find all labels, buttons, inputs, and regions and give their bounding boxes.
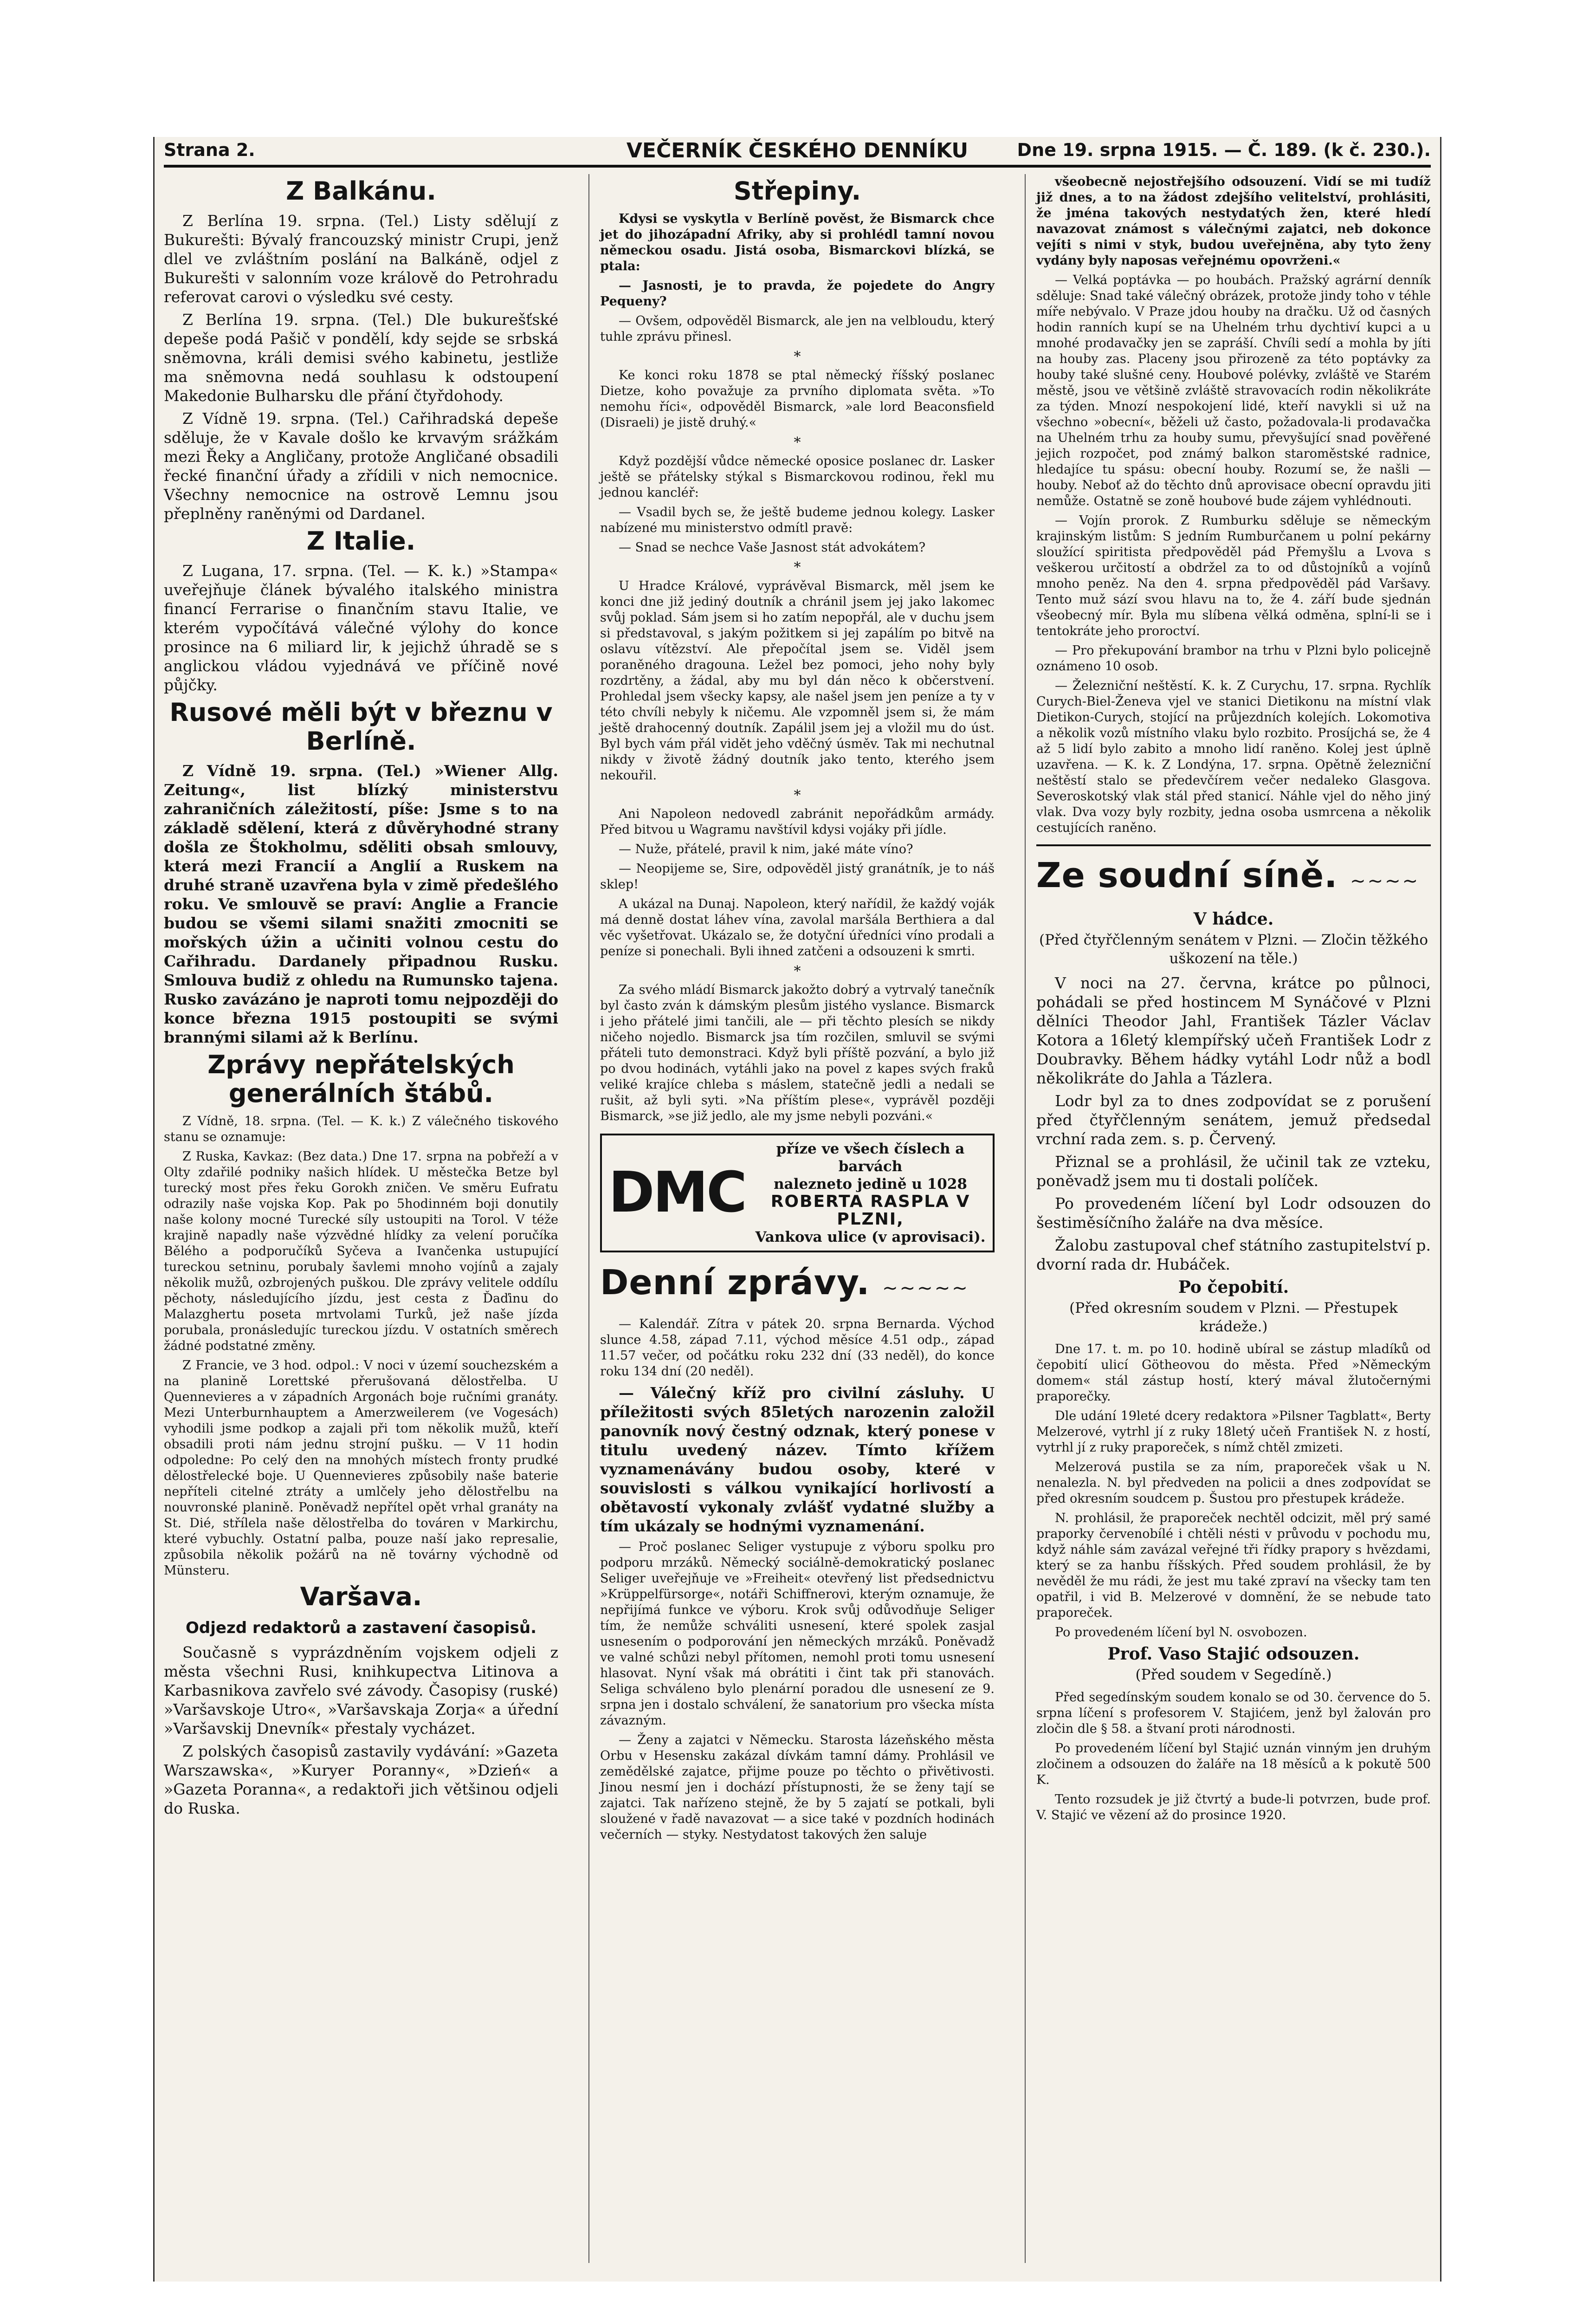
article-paragraph: — Neopijeme se, Sire, odpověděl jistý granátník, je to náš sklep! bbox=[600, 862, 995, 892]
article-paragraph: Po provedeném líčení byl N. osvobozen. bbox=[1055, 1625, 1307, 1640]
newspaper-page bbox=[153, 137, 1441, 2282]
article-paragraph: V noci na 27. června, krátce po půlnoci, pohádali se před hostincem M Synáčové v Plzni dělníci Theodor Jahl, František Tázler Václav Kotora a 16letý klempířský učeň František Lodr z Doubravky. Během hádky vytáhl Lodr nůž a bodl několikráte do Jahla a Tázlera. bbox=[1036, 974, 1431, 1087]
article-paragraph: — Ovšem, odpověděl Bismarck, ale jen na velbloudu, který tuhle zprávu přinesl. bbox=[600, 314, 995, 344]
column-divider bbox=[588, 174, 589, 2263]
article-title: Střepiny. bbox=[733, 176, 861, 206]
article-paragraph: Po provedeném líčení byl Lodr odsouzen do šestiměsíčního žaláře na dva měsíce. bbox=[1036, 1194, 1431, 1232]
article-paragraph: Melzerová pustila se za ním, praporeček však u N. nenalezla. N. byl předveden na policii a dnes zodpovídat se před okresním soudcem p. Šustou pro přestupek krádeže. bbox=[1036, 1460, 1431, 1506]
separator: * bbox=[794, 963, 801, 979]
article-paragraph: Z Vídně 19. srpna. (Tel.) Cařihradská depeše sděluje, že v Kavale došlo ke krvavým srážkám mezi Řeky a Angličany, protože Angličané obsadili řecké finanční úřady a zřídili v nich nemocnice. Všechny nemocnice na ostrově Lemnu jsou přeplněny raněnými od Dardanel. bbox=[164, 409, 558, 523]
ad-line: příze ve všech číslech a barvách bbox=[776, 1141, 965, 1175]
issue-date: Dne 19. srpna 1915. — Č. 189. (k č. 230.). bbox=[1017, 140, 1431, 160]
separator: * bbox=[794, 787, 801, 804]
article-title: Z Balkánu. bbox=[286, 176, 436, 206]
article-title: Po čepobití. bbox=[1178, 1277, 1289, 1297]
section-header bbox=[600, 1262, 995, 1309]
article-paragraph: — Velká poptávka — po houbách. Pražský agrární denník sděluje: Snad také válečný obrázek, protože jindy toho v téhle míře nebývalo. V Praze jdou houby na dračku. Už od časných hodin ranních kupí se na Uhelném trhu dychtiví kupci a u mnohé prodavačky jen se zapráší. Chvíli sedí a mohla by jíti na houby zas. Placeny jsou přirozeně za této poptávky za houby také slušné ceny. Houbové polévky, zvláště ve Starém městě, jsou ve většině zvláště stravovacích rodin několikráte za týden. Mnozí nespokojení lidé, kteří navykli si už na všechno »obecní«, běželi už často, požadovala-li prodavačka na Uhelném trhu za houby sumu, převyšující snad pověřené jejich rozpočet, pod známý balkon staroměstské radnice, hledajíce tu spásu: obecní houby. Rozumí se, že našli — houby. Neboť až do těchto dnů aprovisace obecní opravdu jiti nemůže. Ostatně se zoně houbové bude zájem vyhlédnouti. bbox=[1036, 273, 1431, 508]
article-subtitle: (Před čtyřčlenným senátem v Plzni. — Zločin těžkého uškození na těle.) bbox=[1039, 932, 1428, 967]
newspaper-title: VEČERNÍK ČESKÉHO DENNÍKU bbox=[626, 139, 969, 162]
article-paragraph: Dne 17. t. m. po 10. hodině ubíral se zástup mladíků od čepobití ulicí Götheovou do města. Před »Německým domem« stál zástup hostí, který mával žlutočernými praporečky. bbox=[1036, 1342, 1431, 1404]
article-paragraph: Z polských časopisů zastavily vydávání: »Gazeta Warszawska«, »Kuryer Poranny«, »Dzień« a »Gazeta Poranna«, a redaktoři jich většinou odjeli do Ruska. bbox=[164, 1742, 558, 1817]
article-paragraph: Z Lugana, 17. srpna. (Tel. — K. k.) »Stampa« uveřejňuje článek bývalého italského ministra financí Ferrarise o finančním stavu Italie, ve kterém vypočítává válečné výlohy do konce prosince na 6 miliard lir, k jejichž úhradě se s anglickou vládou vyjednává ve příčině nové půjčky. bbox=[164, 562, 558, 694]
column-middle bbox=[600, 174, 995, 1847]
article-paragraph: — Ženy a zajatci v Německu. Starosta lázeňského města Orbu v Hesensku zakázal dívkám tamní dámy. Prohlásil ve zemědělské zajatce, přijme pouze po těchto o přivětivosti. Jinou nesmí jen i dochází přístupnosti, že se ženy tají se zajatci. Tak nařízeno stejně, že by 5 zajatí se potkali, byli sloužené v řadě navazovat — a sice také v pozdních hodinách večerních — styky. Nestydatost takových žen saluje bbox=[600, 1733, 995, 1842]
article-title: Zprávy nepřátelských generálních štábů. bbox=[207, 1050, 515, 1108]
article-subtitle: (Před soudem v Segedíně.) bbox=[1135, 1666, 1332, 1683]
article-paragraph: — Válečný kříž pro civilní zásluhy. U příležitosti svých 85letých narozenin založil panovník nový čestný odznak, který ponese v titulu uvedený název. Tímto křížem vyznamenávány budou osoby, které v souvislosti s válkou vynikající horlivostí a obětavostí vykonaly zvlášť vydatné služby a tím ukázaly se hodnými vyznamenání. bbox=[600, 1384, 995, 1535]
ad-brand: ROBERTA RASPLA V PLZNI, bbox=[770, 1192, 970, 1229]
decoration: ~~~~ bbox=[1350, 870, 1420, 892]
article-title: V hádce. bbox=[1193, 909, 1274, 929]
decoration: ~~~~~ bbox=[882, 1277, 969, 1299]
column-left bbox=[164, 174, 558, 1822]
article-paragraph: Z Vídně 19. srpna. (Tel.) »Wiener Allg. Zeitung«, list blízký ministerstvu zahraničních záležitostí, píše: Jsme s to na základě sdělení, která z důvěryhodné strany došla ze Štokholmu, sděliti obsah smlouvy, která mezi Francií a Anglií a Ruskem na druhé straně uzavřena byla v zimě předešlého roku. Ve smlouvě se praví: Anglie a Francie budou se všemi silami snažiti zmocniti se mořských úžin a učiniti volnou cestu do Cařihradu. Dardanely připadnou Rusku. Smlouva budiž z ohledu na Rumunsko tajena. Rusko zavázáno je naproti tomu nejpozději do konce března 1915 postoupiti se svými brannými silami až k Berlínu. bbox=[164, 762, 558, 1046]
page-number: Strana 2. bbox=[164, 140, 255, 160]
article-paragraph: — Vojín prorok. Z Rumburku sděluje se německým krajinským listům: S jedním Rumburčanem u polní pekárny sloužící spiritista předpověděl pád Přemyšlu a Lvova s veškerou určitostí a obdržel za to od důstojníků a vojínů mnoho peněz. Na den 4. srpna předpověděl pád Varšavy. Tento muž sází svou hlavu na to, že 4. září bude sjednán všeobecný mír. Byla mu slíbena vělká odměna, splní-li se i tentokráte jeho proroctví. bbox=[1036, 513, 1431, 638]
ad-line: Vankova ulice (v aprovisaci). bbox=[755, 1229, 986, 1245]
article-paragraph: Současně s vyprázdněním vojskem odjeli z města všechni Rusi, knihkupectva Litinova a Karbasnikova zavřelo své závody. Časopisy (ruské) »Varšavskoje Utro«, »Varšavskaja Zorja« a úřední »Varšavskij Dnevník« přestaly vycházet. bbox=[164, 1643, 558, 1738]
section-title: Denní zprávy. bbox=[600, 1263, 870, 1303]
section-header bbox=[1036, 855, 1431, 902]
article-subtitle: Odjezd redaktorů a zastavení časopisů. bbox=[186, 1619, 536, 1637]
article-paragraph: U Hradce Králové, vyprávěval Bismarck, měl jsem ke konci dne již jediný doutník a chránil jsem jej jako lakomec svůj poklad. Sám jsem si ho zatím nepopřál, ale v duchu jsem si představoval, s jakým požitkem si jej zapálím po bitvě na oslavu vítězství. Ale přepočítal jsem se. Viděl jsem poraněného dragouna. Ležel bez pomoci, jeho nohy byly rozdrtěny, a žádal, aby mu byl dán něco k občerstvení. Prohledal jsem všecky kapsy, ale našel jsem jen peníze a ty v této chvíli nebyly k ničemu. Ale vzpomněl jsem si, že mám ještě drahocenný doutník. Zapálil jsem jej a vložil mu do úst. Byl bych vám přál vidět jeho vděčný úsměv. Tak mi nechutnal nikdy v životě žádný doutník jako tento, kterého jsem nekouřil. bbox=[600, 579, 995, 783]
article-paragraph: Po provedeném líčení byl Stajić uznán vinným jen druhým zločinem a odsouzen do žaláře na 18 měsíců a k pokutě 500 K. bbox=[1036, 1741, 1431, 1787]
article-paragraph: — Vsadil bych se, že ještě budeme jednou kolegy. Lasker nabízené mu ministerstvo odmítl pravě: bbox=[600, 505, 995, 535]
ad-line: nalezneto jedině u 1028 bbox=[774, 1176, 967, 1193]
ad-logo: DMC bbox=[608, 1160, 746, 1225]
article-paragraph: Kdysi se vyskytla v Berlíně pověst, že Bismarck chce jet do jihozápadní Afriky, aby si prohlédl tamní novou německou osadu. Jistá osoba, Bismarckovi blízká, se ptala: bbox=[600, 212, 995, 273]
column-right bbox=[1036, 174, 1431, 1827]
article-paragraph: Přiznal se a prohlásil, že učinil tak ze vzteku, poněvadž jsem mu ti dostali políček. bbox=[1036, 1153, 1431, 1190]
masthead bbox=[164, 137, 1431, 168]
ad-text bbox=[755, 1140, 986, 1246]
article-paragraph: Žalobu zastupoval chef státního zastupitelství p. dvorní rada dr. Hubáček. bbox=[1036, 1236, 1431, 1273]
article-paragraph: N. prohlásil, že praporeček nechtěl odcizit, měl prý samé praporky červenobílé i chtěli nésti v průvodu v pochodu mu, když náhle sám zavázal veřejné tři řídky prapory s hvězdami, který se za hanbu říšských. Před soudem prohlásil, že by nevěděl že mu rádi, že jest mu také zpraví na všecky tam ten opatřil, i vid B. Melzerové v domnění, že se nebude tato praporeček. bbox=[1036, 1511, 1431, 1620]
article-title: Z Italie. bbox=[306, 526, 416, 556]
article-paragraph: Z Francie, ve 3 hod. odpol.: V noci v území souchezském a na planině Lorettské přerušovaná dělostřelba. U Quennevieres a v západních Argonách boje ručními granáty. Mezi Unterburnhauptem a Amerzweilerem (ve Vogesách) vyhodili jsme podkop a zajali při tom několik mužů, kteří obsadili proti nám jednu strojní pušku. — V 11 hodin odpoledne: Po celý den na mnohých místech fronty prudké dělostřelecké boje. U Quennevieres způsobily naše baterie nepříteli citelné ztráty a umlčely jeho dělostřelbu na nouvronské planině. Poněvadž nepřítel opět vrhal granáty na St. Dié, střílela naše dělostřelba do továren v Markirchu, které vybuchly. Ostatní palba, pouze naší jako represalie, způsobila několik požárů na ně továrny východně od Münsteru. bbox=[164, 1358, 558, 1578]
article-paragraph: Lodr byl za to dnes zodpovídat se z porušení před čtyřčlenným senátem, jemuž předsedal vrchní rada zem. s. p. Červený. bbox=[1036, 1092, 1431, 1148]
article-paragraph: Před segedínským soudem konalo se od 30. července do 5. srpna líčení s profesorem V. Stajićem, jenž byl žalován pro zločin dle § 58. a štvaní proti národnosti. bbox=[1036, 1690, 1431, 1736]
article-paragraph: — Jasnosti, je to pravda, že pojedete do Angry Pequeny? bbox=[600, 279, 995, 309]
article-subtitle: (Před okresním soudem v Plzni. — Přestupek krádeže.) bbox=[1069, 1300, 1398, 1335]
column-divider bbox=[1025, 174, 1026, 2263]
article-paragraph: — Kalendář. Zítra v pátek 20. srpna Bernarda. Východ slunce 4.58, západ 7.11, východ měsíce 4.51 odp., západ 11.57 večer, od počátku roku 232 dní (33 neděl), do konce roku 134 dní (20 neděl). bbox=[600, 1317, 995, 1379]
separator: * bbox=[794, 559, 801, 576]
article-paragraph: Tento rozsudek je již čtvrtý a bude-li potvrzen, bude prof. V. Stajić ve vězení až do prosince 1920. bbox=[1036, 1792, 1431, 1822]
article-paragraph: Z Vídně, 18. srpna. (Tel. — K. k.) Z válečného tiskového stanu se oznamuje: bbox=[164, 1114, 558, 1144]
article-paragraph: — Pro překupování brambor na trhu v Plzni bylo policejně oznámeno 10 osob. bbox=[1036, 643, 1431, 674]
section-title: Ze soudní síně. bbox=[1036, 856, 1338, 895]
advertisement bbox=[600, 1134, 995, 1252]
article-paragraph: Z Berlína 19. srpna. (Tel.) Dle bukurešťské depeše podá Pašič v pondělí, kdy sejde se srbská sněmovna, králi demisi svého kabinetu, jestliže ma sněmovna nedá souhlasu k odstoupení Makedonie Bulharsku dle přání čtyřdohody. bbox=[164, 311, 558, 405]
article-paragraph: Ke konci roku 1878 se ptal německý říšský poslanec Dietze, koho považuje za prvního diplomata světa. »To nemohu říci«, odpověděl Bismarck, »ale lord Beaconsfield (Disraeli) je jistě druhý.« bbox=[600, 368, 995, 430]
article-paragraph: A ukázal na Dunaj. Napoleon, který nařídil, že každý voják má denně dostat láhev vína, zavolal maršála Berthiera a dal věc vyšetřovat. Ukázalo se, že dotyční úředníci víno prodali a peníze si ponechali. Byli ihned zatčeni a odsouzeni k smrti. bbox=[600, 897, 995, 959]
article-paragraph: Za svého mládí Bismarck jakožto dobrý a vytrvalý tanečník byl často zván k dámským plesům jistého vyslance. Bismarck i jeho přátelé jimi tančili, ale — při těchto plesích se nikdy ničeho nojedlo. Bismarck jsa tím rozčilen, smluvil se svými přáteli tuto demonstraci. Když byli příště pozvání, a bylo již po dvou hodinách, vytáhli jako na povel z kapes svých fraků veliké krajíce chleba s máslem, statečně jedli a nedali se rušit, až byli syti. »Na příštím plese«, vyprávěl později Bismarck, »se již jedlo, ale my jsme nebyli pozváni.« bbox=[600, 983, 995, 1123]
article-paragraph: — Proč poslanec Seliger vystupuje z výboru spolku pro podporu mrzáků. Německý sociálně-demokratický poslanec Seliger uveřejňuje ve »Freiheit« otevřený list předsednictvu »Krüppelfürsorge«, notáři Schiffnerovi, kterým oznamuje, že nepřijímá funkce ve výboru. Krok svůj odůvodňuje Seliger tím, že nemůže schváliti usnesení, které spolek zasjal usnesením o podporování jen německých mrzáků. Poněvadž ve valné schůzi nebyl přítomen, nemohl proti tomu usnesení hlasovat. Nyní však má obrátiti i čint tak při stanovách. Seliga schváleno bylo plenární poradou dle usnesení ze 9. srpna jen i dostalo schválení, že sanatorium pro všecka místa závazným. bbox=[600, 1540, 995, 1728]
article-paragraph: Dle udání 19leté dcery redaktora »Pilsner Tagblatt«, Berty Melzerové, vytrhl jí z ruky 18letý učeň František N. z hostí, vytrhl jí z ruky praporeček, s nímž chtěl zmizeti. bbox=[1036, 1409, 1431, 1455]
section-divider bbox=[1036, 844, 1431, 846]
article-paragraph: Ani Napoleon nedovedl zabránit nepořádkům armády. Před bitvou u Wagramu navštívil kdysi vojáky při jídle. bbox=[600, 807, 995, 837]
article-paragraph: Z Berlína 19. srpna. (Tel.) Listy sdělují z Bukurešti: Bývalý francouzský ministr Crupi, jenž dlel ve zvláštním poslání na Balkáně, odjel z Bukurešti v salonním voze králově do Petrohradu referovat carovi o výsledku své cesty. bbox=[164, 212, 558, 306]
article-title: Prof. Vaso Stajić odsouzen. bbox=[1107, 1644, 1360, 1664]
separator: * bbox=[794, 349, 801, 365]
article-paragraph: — Nuže, přátelé, pravil k nim, jaké máte víno? bbox=[619, 842, 913, 856]
article-paragraph: všeobecně nejostřejšího odsouzení. Vidí se mi tudíž již dnes, a to na žádost zdejšího velitelství, prohlásiti, že jména takových nestydatých žen, které hledí navazovat známost s válečnými zajatci, neb dokonce vejíti s nimi v styk, budou uveřejněna, aby tyto ženy vydány byly naposas veřejnému opovrženi.« bbox=[1036, 175, 1431, 268]
article-paragraph: — Železniční neštěstí. K. k. Z Curychu, 17. srpna. Rychlík Curych-Biel-Ženeva vjel ve stanici Dietikonu na místní vlak Dietikon-Curych, stojící na průjezdních kolejích. Lokomotiva a několik vozů místního vlaku bylo rozbito. Prosíjchá se, že 4 až 5 lidí bylo zabito a mnoho lidí raněno. Kolej jest úplně uzavřena. — K. k. Z Londýna, 17. srpna. Opětně železniční neštěstí stalo se předevčírem večer nedaleko Glasgova. Severoskotský vlak stál před stanicí. Náhle vjel do něho jiný vlak. Dva vozy byly rozbity, jedna osoba usmrcena a několik cestujících raněno. bbox=[1036, 679, 1431, 835]
separator: * bbox=[794, 434, 801, 451]
article-paragraph: — Snad se nechce Vaše Jasnost stát advokátem? bbox=[619, 540, 926, 555]
article-paragraph: Z Ruska, Kavkaz: (Bez data.) Dne 17. srpna na pobřeží a v Olty zdařilé podniky našich hlídek. U městečka Betze byl turecký most přes řeku Gorokh zničen. Ve směru Eufratu odrazily naše vojska Kop. Pak po 5hodinném boji donutily naše kolony mocné Turecké síly ustoupiti na Torol. V téže krajině napadly naše výzvědné hlídky za velení poručíka Bělého a podporučíků Syčeva a Ivančenka ustupující tureckou setninu, porubaly šavlemi mnoho vojínů a zajaly několik mužů, ozbrojených puškou. Dle zprávy velitele oddílu pěchoty, následujícího jízdu, jest cesta z Ďaďinu do Malazghertu poseta mrtvolami Turků, jež naše jízda porubala, pronásledujíc tureckou jízdu. V ostatních směrech žádné podstatné změny. bbox=[164, 1149, 558, 1353]
article-title: Rusové měli být v březnu v Berlíně. bbox=[169, 698, 553, 756]
article-paragraph: Když pozdější vůdce německé oposice poslanec dr. Lasker ještě se přátelsky stýkal s Bismarckovou rodinou, řekl mu jednou kancléř: bbox=[600, 454, 995, 500]
article-title: Varšava. bbox=[300, 1582, 422, 1611]
